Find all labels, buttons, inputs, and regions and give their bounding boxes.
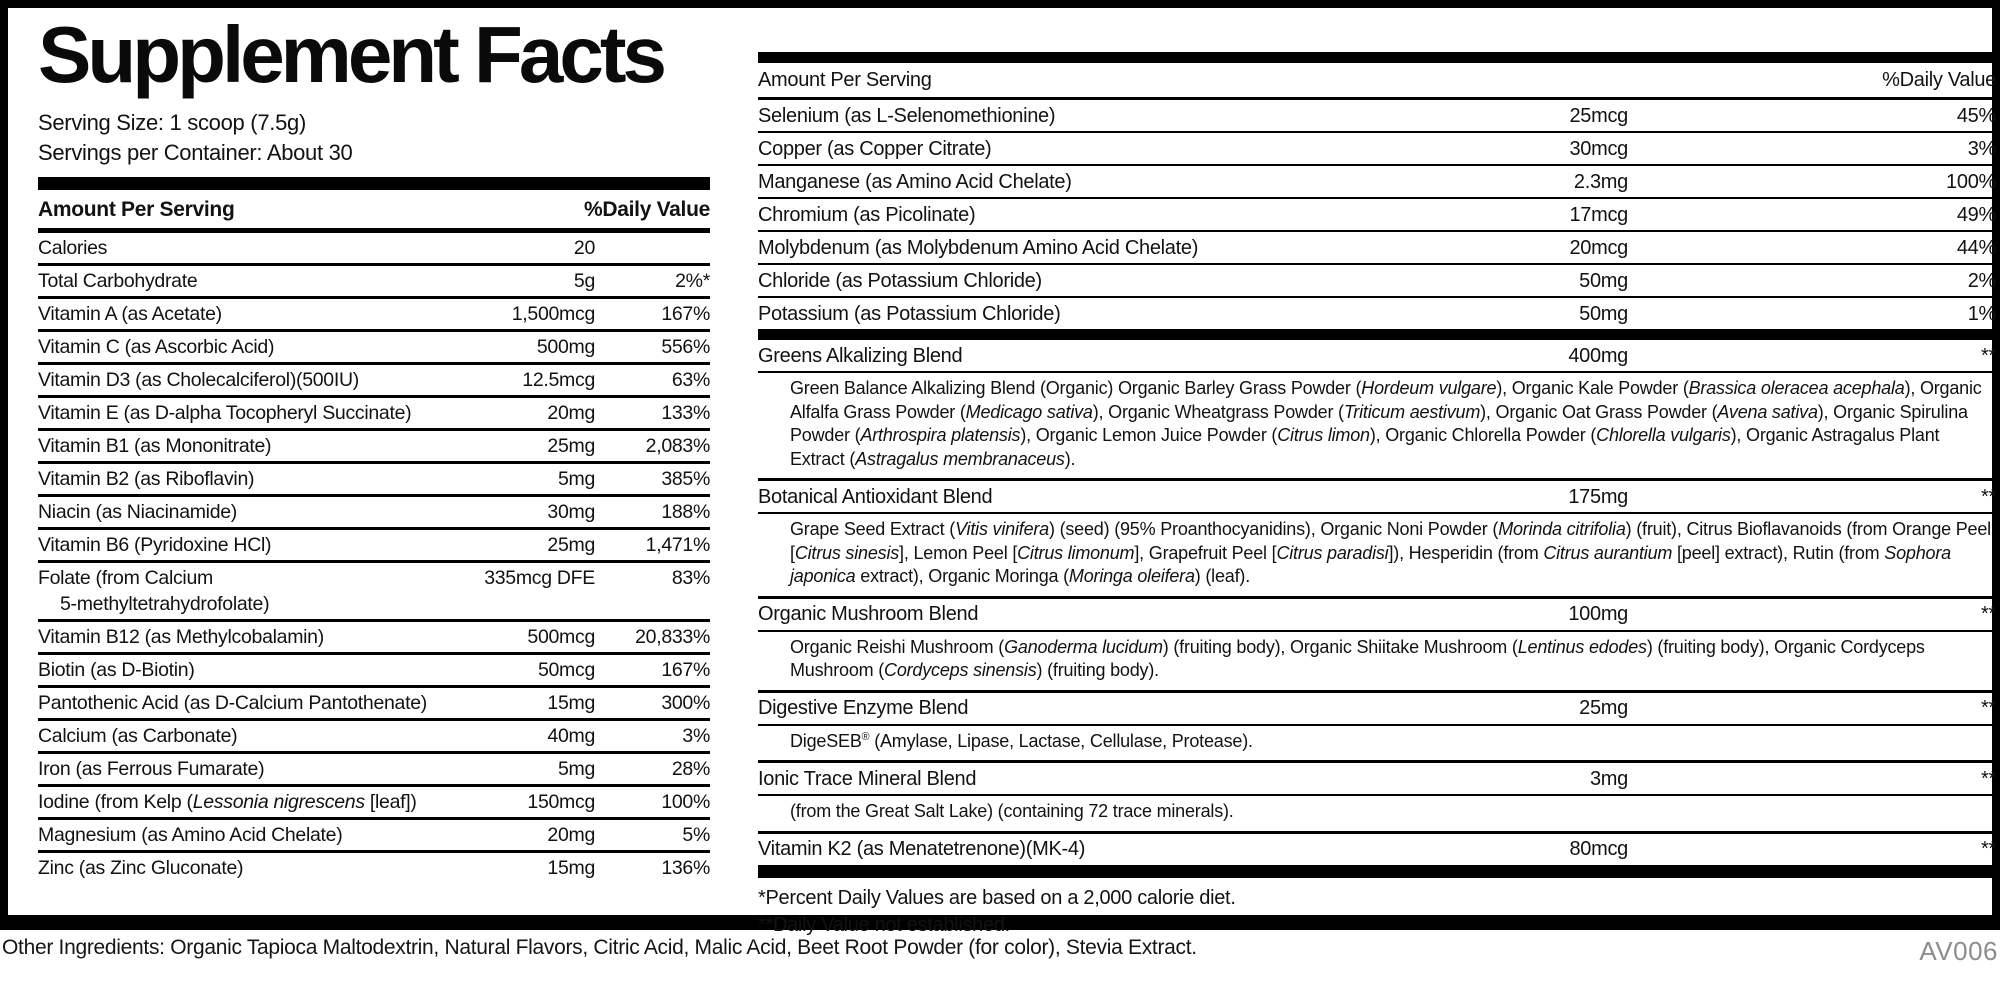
divider-bar [38, 177, 710, 190]
footer [0, 936, 2000, 967]
latin-name: Hordeum vulgare [1361, 378, 1497, 398]
text-segment: ), Organic Wheatgrass Powder ( [1092, 401, 1344, 422]
nutrient-daily-value: 20,833% [635, 626, 710, 649]
nutrient-amount: 20mg [547, 402, 595, 425]
blend-title-row [758, 763, 1996, 794]
text-segment: Biotin (as D-Biotin) [38, 659, 195, 682]
nutrient-amount: 5g [573, 270, 595, 293]
nutrient-row [38, 263, 710, 296]
nutrient-daily-value: 2,083% [645, 435, 710, 458]
blend-title-row [758, 340, 1996, 371]
text-segment: ), Organic Astragalus Plant Extract ( [790, 425, 1940, 469]
latin-name: Citrus paradisi [1276, 542, 1389, 563]
nutrient-name [758, 235, 1463, 261]
divider-bar [758, 865, 1996, 878]
nutrient-amount: 150mcg [527, 791, 595, 814]
blend-table [758, 340, 1996, 865]
nutrient-name [758, 103, 1463, 129]
text-segment: [peel] extract), Rutin (from [1672, 542, 1885, 563]
blend-ingredients [758, 371, 1996, 478]
blend-name: Digestive Enzyme Blend [758, 697, 969, 719]
nutrient-name [758, 301, 1463, 327]
text-segment: Vitamin A (as Acetate) [38, 303, 222, 326]
footnote-daily-values: *Percent Daily Values are based on a 2,000 calorie diet. [758, 886, 1236, 909]
nutrient-name [758, 169, 1463, 195]
nutrient-amount: 25mcg [1569, 104, 1628, 127]
text-segment: Vitamin E (as D-alpha Tocopheryl Succinate) [38, 402, 412, 425]
text-segment: ], Lemon Peel [ [899, 542, 1018, 563]
text-segment: ), Organic Kale Powder ( [1496, 378, 1689, 398]
nutrient-daily-value: 2% [1967, 269, 1996, 292]
text-segment: [leaf]) [364, 791, 417, 814]
text-segment: (from the Great Salt Lake) (containing 72 trace minerals). [790, 801, 1234, 821]
nutrient-row [38, 395, 710, 428]
nutrient-amount: 335mcg DFE [484, 567, 595, 590]
blend-ingredients [758, 794, 1996, 831]
text-segment: Organic Reishi Mushroom ( [790, 636, 1005, 657]
text-segment: Manganese (as Amino Acid Chelate) [758, 170, 1072, 193]
blend-row [758, 831, 1996, 865]
latin-name: Ganoderma lucidum [1004, 636, 1163, 657]
text-segment: Grape Seed Extract ( [790, 519, 956, 539]
text-segment: Calcium (as Carbonate) [38, 725, 238, 748]
nutrient-row [758, 197, 1996, 230]
nutrient-row [38, 619, 710, 652]
nutrient-daily-value: 45% [1956, 104, 1996, 127]
blend-name: Organic Mushroom Blend [758, 603, 979, 625]
text-segment: Iodine (from Kelp ( [38, 791, 193, 814]
table-header-left [38, 190, 710, 233]
nutrient-row [38, 784, 710, 817]
nutrient-table-left [38, 233, 710, 883]
latin-name: Triticum aestivum [1343, 401, 1481, 422]
nutrient-row [38, 461, 710, 494]
nutrient-daily-value: 1% [1967, 302, 1996, 325]
latin-name: Chlorella vulgaris [1596, 425, 1731, 445]
nutrient-daily-value: 1,471% [645, 534, 710, 557]
nutrient-amount: 25mg [547, 435, 595, 458]
footnotes [758, 878, 1996, 939]
nutrient-name [38, 301, 455, 327]
text-segment: Vitamin B1 (as Mononitrate) [38, 435, 272, 458]
nutrient-name [38, 756, 455, 782]
text-segment: Calories [38, 237, 108, 260]
latin-name: Lessonia nigrescens [192, 791, 365, 814]
nutrient-daily-value: 28% [671, 758, 710, 781]
text-segment: (Amylase, Lipase, Lactase, Cellulase, Protease). [869, 730, 1253, 751]
text-segment: ]), Hesperidin (from [1388, 542, 1544, 563]
text-segment: Green Balance Alkalizing Blend (Organic) Organic Barley Grass Powder ( [790, 378, 1362, 398]
text-segment: ) (fruiting body), Organic Shiitake Mushroom ( [1162, 636, 1518, 657]
blend-amount: 25mg [1579, 697, 1628, 719]
nutrient-name [38, 532, 455, 558]
nutrient-daily-value: 100% [661, 791, 710, 814]
text-segment: ), Organic Chlorella Powder ( [1369, 425, 1597, 445]
nutrient-row [38, 362, 710, 395]
text-segment: Copper (as Copper Citrate) [758, 137, 992, 160]
latin-name: Avena sativa [1717, 401, 1818, 422]
blend-daily-value: ** [1981, 767, 1996, 790]
nutrient-name [38, 657, 455, 683]
text-segment: Folate (from Calcium [38, 567, 213, 590]
blend-ingredients [758, 512, 1996, 596]
nutrient-name [38, 400, 455, 426]
nutrient-amount: 500mg [536, 336, 595, 359]
nutrient-row [38, 527, 710, 560]
nutrient-amount: 1,500mcg [511, 303, 595, 326]
text-segment: Chromium (as Picolinate) [758, 203, 976, 226]
blend-daily-value: ** [1981, 485, 1996, 508]
blend-title-row [758, 834, 1996, 865]
nutrient-daily-value: 83% [671, 567, 710, 590]
nutrient-daily-value: 556% [661, 336, 710, 359]
nutrient-name [38, 334, 455, 360]
text-segment: ), Organic Spirulina Powder ( [790, 401, 1968, 445]
text-segment: Molybdenum (as Molybdenum Amino Acid Chelate) [758, 236, 1199, 259]
nutrient-daily-value: 63% [671, 369, 710, 392]
latin-name: Vitis vinifera [955, 519, 1049, 539]
nutrient-name [38, 268, 455, 294]
nutrient-name [38, 367, 455, 393]
text-segment: ), Organic Lemon Juice Powder ( [1020, 425, 1278, 445]
text-segment: Potassium (as Potassium Chloride) [758, 302, 1061, 325]
nutrient-name [758, 268, 1463, 294]
nutrient-daily-value: 3% [682, 725, 710, 748]
latin-name: Cordyceps sinensis [884, 660, 1037, 680]
nutrient-row [758, 296, 1996, 329]
table-header-right [758, 63, 1996, 100]
latin-name: Citrus sinesis [794, 542, 900, 563]
nutrient-name [38, 822, 455, 848]
nutrient-daily-value: 5% [682, 824, 710, 847]
text-segment: ® [861, 730, 870, 743]
latin-name: Sophora japonica [790, 542, 1951, 586]
nutrient-amount: 500mcg [527, 626, 595, 649]
nutrient-daily-value: 300% [661, 692, 710, 715]
nutrient-daily-value: 133% [661, 402, 710, 425]
nutrient-daily-value: 167% [661, 303, 710, 326]
nutrient-row [38, 233, 710, 263]
nutrient-row [38, 494, 710, 527]
nutrient-amount: 40mg [547, 725, 595, 748]
nutrient-row [38, 850, 710, 883]
nutrient-name [38, 789, 455, 815]
nutrient-name [38, 499, 455, 525]
text-segment: ) (fruit), Citrus Bioflavanoids (from Orange Peel [ [790, 519, 1991, 563]
column-header-amount: Amount Per Serving [38, 198, 235, 222]
latin-name: Medicago sativa [965, 401, 1093, 422]
text-segment: Vitamin B6 (Pyridoxine HCl) [38, 534, 272, 557]
nutrient-amount: 30mg [547, 501, 595, 524]
text-segment: Chloride (as Potassium Chloride) [758, 269, 1042, 292]
blend-daily-value: ** [1981, 838, 1996, 860]
nutrient-name [758, 136, 1463, 162]
latin-name: Citrus aurantium [1543, 542, 1673, 563]
nutrient-amount: 20mg [547, 824, 595, 847]
nutrient-row [38, 560, 710, 619]
nutrient-amount: 20 [573, 237, 595, 260]
nutrient-name [38, 723, 455, 749]
blend-row [758, 596, 1996, 690]
nutrient-daily-value: 3% [1967, 137, 1996, 160]
serving-size: Serving Size: 1 scoop (7.5g) [38, 110, 306, 136]
latin-name: Citrus limonum [1017, 542, 1135, 563]
nutrient-daily-value: 49% [1956, 203, 1996, 226]
nutrient-daily-value: 167% [661, 659, 710, 682]
nutrient-amount: 30mcg [1569, 137, 1628, 160]
column-header-amount: Amount Per Serving [758, 69, 932, 91]
column-header-daily-value: %Daily Value [1882, 69, 1996, 91]
text-segment: Magnesium (as Amino Acid Chelate) [38, 824, 343, 847]
nutrient-row [38, 428, 710, 461]
nutrient-row [38, 652, 710, 685]
text-segment: extract), Organic Moringa ( [855, 566, 1069, 586]
text-segment: Iron (as Ferrous Fumarate) [38, 758, 265, 781]
blend-ingredients [758, 630, 1996, 690]
nutrient-daily-value: 136% [661, 857, 710, 880]
latin-name: Citrus limon [1277, 425, 1370, 445]
nutrient-name [38, 433, 455, 459]
blend-amount: 400mg [1568, 344, 1628, 367]
blend-name: Botanical Antioxidant Blend [758, 485, 993, 508]
latin-name: Lentinus edodes [1517, 636, 1647, 657]
nutrient-daily-value: 44% [1956, 236, 1996, 259]
nutrient-row [758, 131, 1996, 164]
blend-title-row [758, 693, 1996, 724]
nutrient-amount: 50mg [1579, 302, 1628, 325]
nutrient-row [38, 296, 710, 329]
text-segment: ) (seed) (95% Proanthocyanidins), Organic Noni Powder ( [1048, 519, 1499, 539]
text-segment: ], Grapefruit Peel [ [1134, 542, 1277, 563]
text-segment: ) (fruiting body). [1036, 660, 1159, 680]
nutrient-daily-value: 2%* [675, 270, 710, 293]
nutrient-row [38, 817, 710, 850]
text-segment: Zinc (as Zinc Gluconate) [38, 857, 244, 880]
nutrient-row [758, 100, 1996, 131]
nutrient-amount: 15mg [547, 692, 595, 715]
blend-name: Greens Alkalizing Blend [758, 344, 963, 367]
nutrient-row [38, 718, 710, 751]
text-segment: Vitamin B12 (as Methylcobalamin) [38, 626, 324, 649]
text-segment: 5-methyltetrahydrofolate) [60, 593, 270, 616]
text-segment: ). [1064, 448, 1076, 469]
nutrient-daily-value: 100% [1946, 170, 1996, 193]
footnote-not-established: **Daily Value not established. [758, 913, 1010, 936]
text-segment: Pantothenic Acid (as D-Calcium Pantothenate) [38, 692, 427, 715]
text-segment: Vitamin D3 (as Cholecalciferol)(500IU) [38, 369, 359, 392]
blend-ingredients [758, 724, 1996, 761]
text-segment: Vitamin B2 (as Riboflavin) [38, 468, 255, 491]
nutrient-row [38, 685, 710, 718]
nutrient-amount: 5mg [557, 758, 595, 781]
nutrient-table-right [758, 100, 1996, 329]
blend-daily-value: ** [1981, 603, 1996, 625]
blend-name: Vitamin K2 (as Menatetrenone)(MK-4) [758, 838, 1086, 860]
nutrient-amount: 5mg [557, 468, 595, 491]
blend-row [758, 478, 1996, 596]
servings-per-container: Servings per Container: About 30 [38, 140, 353, 166]
nutrient-name [38, 690, 455, 716]
nutrient-name [38, 466, 455, 492]
blend-amount: 175mg [1568, 485, 1628, 508]
nutrient-daily-value: 385% [661, 468, 710, 491]
nutrient-row [38, 751, 710, 784]
nutrient-amount: 15mg [547, 857, 595, 880]
blend-daily-value: ** [1981, 344, 1996, 367]
blend-daily-value: ** [1981, 697, 1996, 719]
latin-name: Brassica oleracea acephala [1688, 378, 1905, 398]
blend-title-row [758, 481, 1996, 512]
text-segment: Selenium (as L-Selenomethionine) [758, 104, 1056, 127]
column-header-daily-value: %Daily Value [584, 198, 710, 222]
text-segment: Niacin (as Niacinamide) [38, 501, 238, 524]
nutrient-amount: 2.3mg [1573, 170, 1628, 193]
nutrient-amount: 50mg [1579, 269, 1628, 292]
left-column [38, 12, 710, 883]
nutrient-amount: 25mg [547, 534, 595, 557]
page-title: Supplement Facts [38, 10, 664, 99]
blend-title-row [758, 599, 1996, 630]
product-code: AV006 [1919, 936, 1998, 966]
nutrient-name [38, 624, 455, 650]
divider-bar [758, 52, 1996, 63]
blend-row [758, 340, 1996, 478]
nutrient-name-line2 [38, 591, 455, 617]
right-column [758, 52, 1996, 939]
blend-row [758, 690, 1996, 761]
nutrient-row [38, 329, 710, 362]
text-segment: DigeSEB [790, 730, 862, 751]
blend-amount: 3mg [1589, 767, 1628, 790]
nutrient-daily-value: 188% [661, 501, 710, 524]
nutrient-amount: 12.5mcg [522, 369, 595, 392]
blend-row [758, 760, 1996, 831]
blend-name: Ionic Trace Mineral Blend [758, 767, 977, 790]
blend-amount: 100mg [1568, 603, 1628, 625]
nutrient-amount: 17mcg [1569, 203, 1628, 226]
latin-name: Arthrospira platensis [860, 425, 1021, 445]
nutrient-row [758, 263, 1996, 296]
nutrient-name [38, 565, 455, 617]
nutrient-row [758, 230, 1996, 263]
text-segment: Total Carbohydrate [38, 270, 198, 293]
nutrient-name [38, 855, 455, 881]
text-segment: ) (fruiting body), Organic Cordyceps Mushroom ( [790, 636, 1925, 680]
nutrient-amount: 50mcg [537, 659, 595, 682]
nutrient-name [38, 235, 455, 261]
text-segment: Vitamin C (as Ascorbic Acid) [38, 336, 275, 359]
text-segment: ), Organic Oat Grass Powder ( [1480, 401, 1718, 422]
blend-amount: 80mcg [1569, 838, 1628, 860]
divider-bar [758, 329, 1996, 340]
latin-name: Astragalus membranaceus [855, 448, 1065, 469]
nutrient-amount: 20mcg [1569, 236, 1628, 259]
latin-name: Moringa oleifera [1068, 566, 1195, 586]
text-segment: ), Organic Alfalfa Grass Powder ( [790, 378, 1982, 422]
nutrient-name [758, 202, 1463, 228]
text-segment: ) (leaf). [1194, 566, 1251, 586]
nutrient-row [758, 164, 1996, 197]
latin-name: Morinda citrifolia [1498, 519, 1626, 539]
other-ingredients: Other Ingredients: Organic Tapioca Maltodextrin, Natural Flavors, Citric Acid, Malic Acid, Beet Root Powder (for color), Stevia Extract. [2, 936, 1197, 959]
